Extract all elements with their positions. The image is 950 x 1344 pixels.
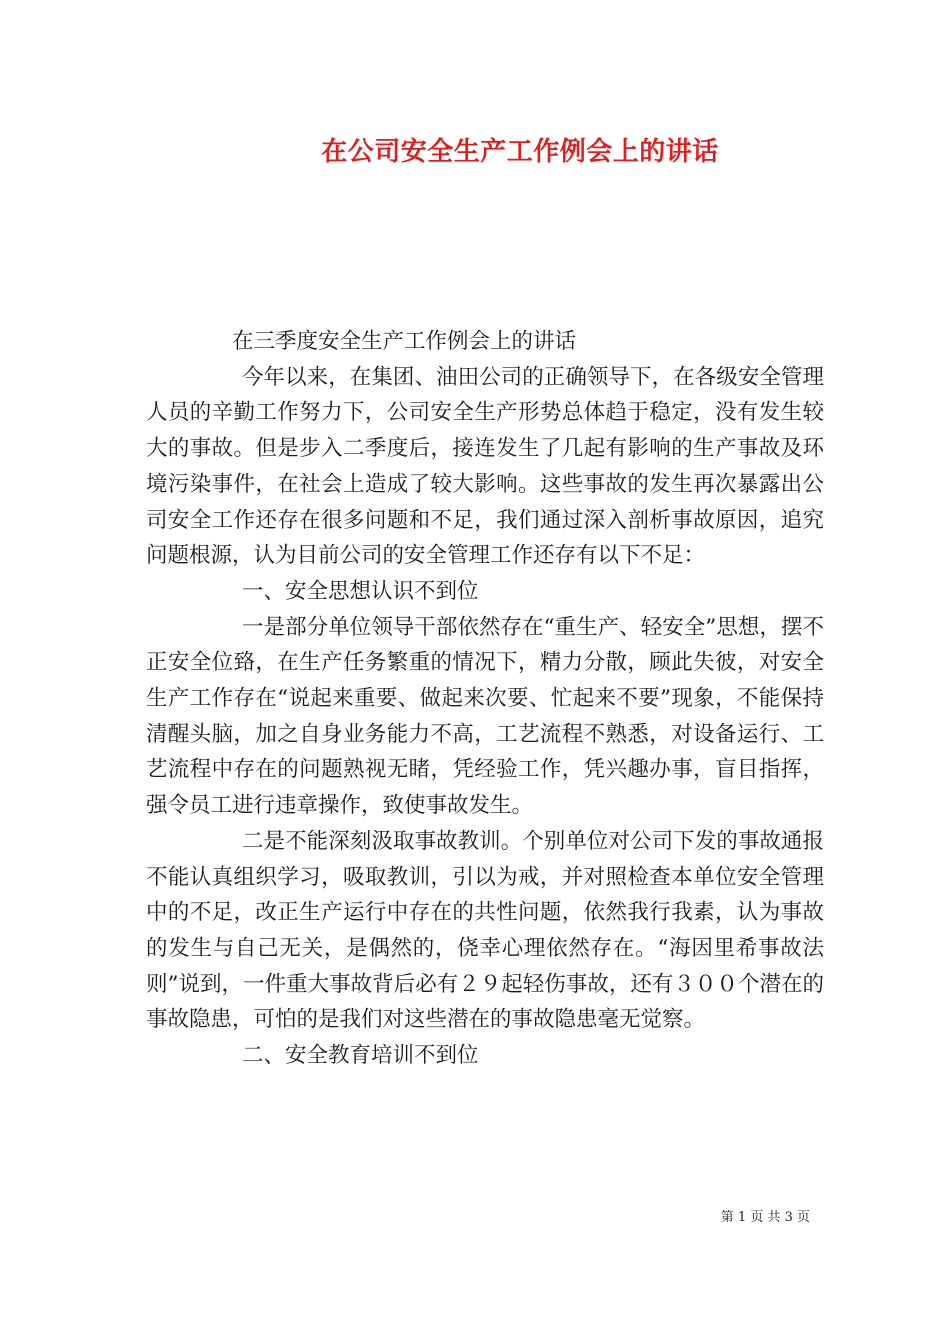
intro-paragraph: 今年以来，在集团、油田公司的正确领导下，在各级安全管理人员的辛勤工作努力下，公司安全生产形势总体趋于稳定，没有发生较大的事故。但是步入二季度后，接连发生了几起有影响的生产事故及环境污染事件，在社会上造成了较大影响。这些事故的发生再次暴露出公司安全工作还存在很多问题和不足，我们通过深入剖析事故原因，追究问题根源，认为目前公司的安全管理工作还存有以下不足： — [146, 364, 824, 569]
document-body — [146, 324, 824, 1074]
speech-subtitle: 在三季度安全生产工作例会上的讲话 — [232, 329, 577, 354]
page-number: 第 1 页 共 3 页 — [720, 1210, 810, 1225]
paragraph-point-2: 二是不能深刻汲取事故教训。个别单位对公司下发的事故通报不能认真组织学习，吸取教训，引以为戒，并对照检查本单位安全管理中的不足，改正生产运行中存在的共性问题，依然我行我素，认为事故的发生与自己无关，是偶然的，侥幸心理依然存在。“海因里希事故法则”说到，一件重大事故背后必有２９起轻伤事故，还有３００个潜在的事故隐患，可怕的是我们对这些潜在的事故隐患毫无觉察。 — [146, 828, 824, 1033]
section-heading-2: 二、安全教育培训不到位 — [242, 1043, 479, 1069]
document-title: 在公司安全生产工作例会上的讲话 — [321, 137, 719, 167]
paragraph-point-1: 一是部分单位领导干部依然存在“重生产、轻安全”思想，摆不正安全位臵，在生产任务繁重的情况下，精力分散，顾此失彼，对安全生产工作存在“说起来重要、做起来次要、忙起来不要”现象，不能保持清醒头脑，加之自身业务能力不高，工艺流程不熟悉，对设备运行、工艺流程中存在的问题熟视无睹，凭经验工作，凭兴趣办事，盲目指挥，强令员工进行违章操作，致使事故发生。 — [146, 614, 824, 819]
section-heading-1: 一、安全思想认识不到位 — [242, 578, 479, 604]
